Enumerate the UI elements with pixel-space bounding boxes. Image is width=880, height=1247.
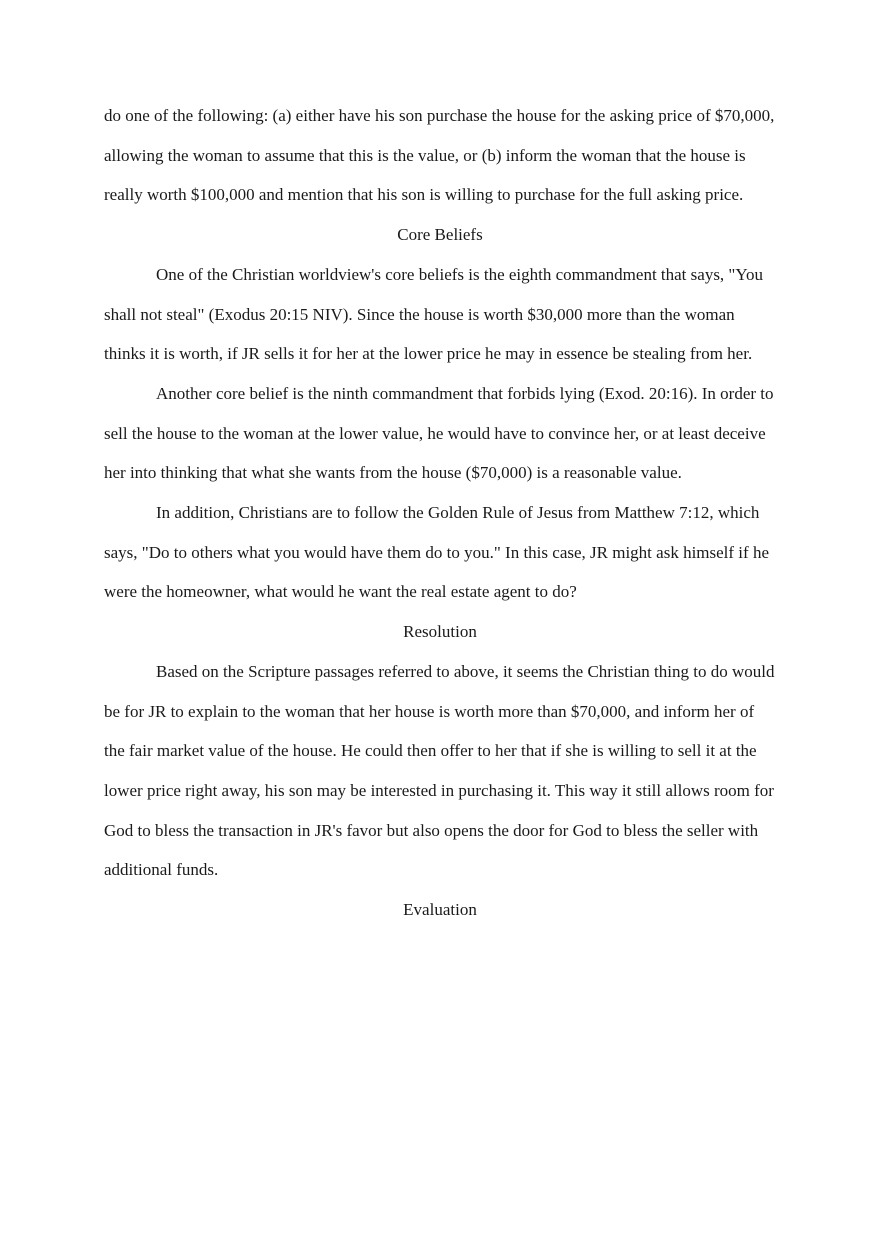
opening-paragraph: do one of the following: (a) either have his son purchase the house for the asking price of $70,000, allowing the woman to assume that this is the value, or (b) inform the woman that the house is really worth $100,000 and mention that his son is willing to purchase for the full asking price. [104, 106, 775, 205]
paragraph-golden-rule: In addition, Christians are to follow the Golden Rule of Jesus from Matthew 7:12, which says, "Do to others what you would have them do to you." In this case, JR might ask himself if he were the homeowner, what would he want the real estate agent to do? [104, 503, 769, 602]
heading-evaluation: Evaluation [403, 900, 477, 920]
paragraph-eighth-commandment: One of the Christian worldview's core beliefs is the eighth commandment that says, "You shall not steal" (Exodus 20:15 NIV). Since the house is worth $30,000 more than the woman thinks it is worth, if JR sells it for her at the lower price he may in essence be stealing from her. [104, 264, 763, 364]
paragraph-resolution: Based on the Scripture passages referred to above, it seems the Christian thing to do would be for JR to explain to the woman that her house is worth more than $70,000, and inform her of the fair market value of the house. He could then offer to her that if she is willing to sell it at the lower price right away, his son may be interested in purchasing it. This way it still allows room for God to bless the transaction in JR's favor but also opens the door for God to bless the seller with additional funds. [104, 661, 775, 880]
paragraph-ninth-commandment: Another core belief is the ninth commandment that forbids lying (Exod. 20:16). In order to sell the house to the woman at the lower value, he would have to convince her, or at least deceive her into thinking that what she wants from the house ($70,000) is a reasonable value. [104, 383, 774, 483]
heading-resolution: Resolution [403, 622, 477, 642]
heading-core-beliefs: Core Beliefs [397, 225, 483, 245]
document-body [104, 96, 776, 930]
